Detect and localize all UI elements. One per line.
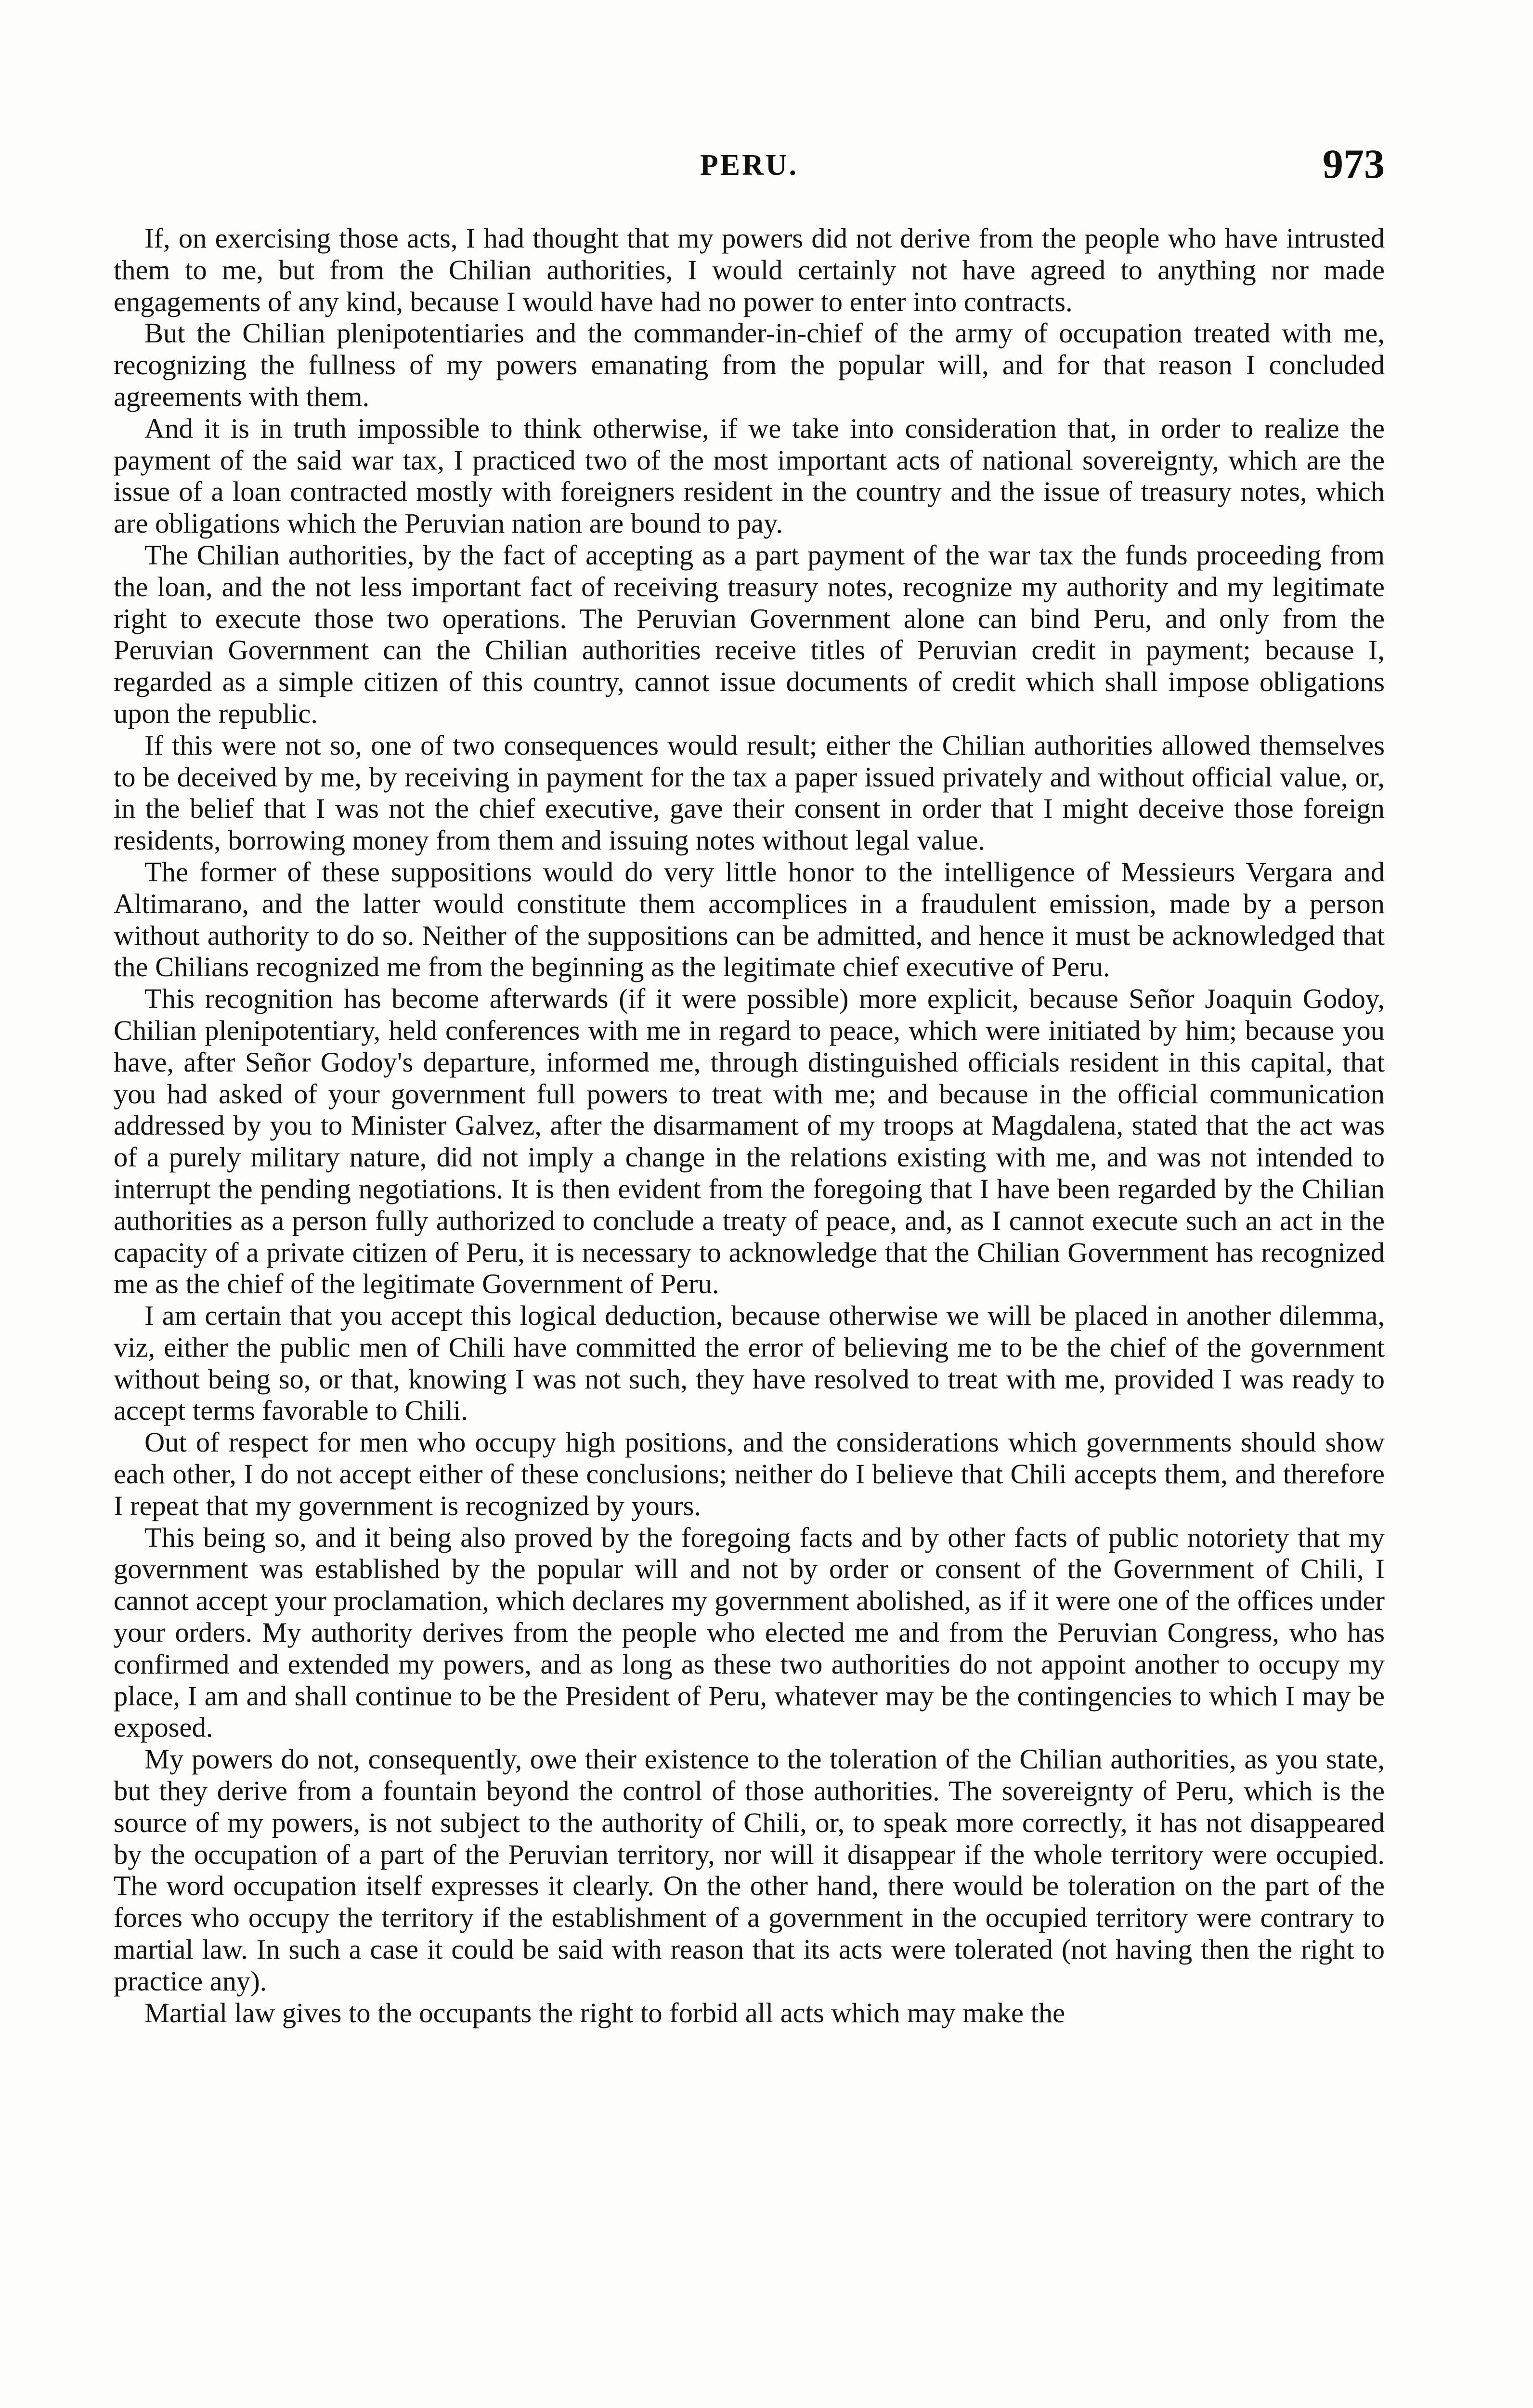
paragraph: My powers do not, consequently, owe their existence to the toleration of the Chilian authorities, as you state, but they derive from a fountain beyond the control of those authorities. The sovereignty of Peru, which is the source of my powers, is not subject to the authority of Chili, or, to speak more correctly, it has not disappeared by the occupation of a part of the Peruvian territory, nor will it disappear if the whole territory were occupied. The word occupation itself expresses it clearly. On the other hand, there would be toleration on the part of the forces who occupy the territory if the establishment of a government in the occupied territory were contrary to martial law. In such a case it could be said with reason that its acts were tolerated (not having then the right to practice any). xyxy=(114,1743,1385,1997)
paragraph: And it is in truth impossible to think otherwise, if we take into consideration that, in order to realize the payment of the said war tax, I practiced two of the most important acts of national sovereignty, which are the issue of a loan contracted mostly with foreigners resident in the country and the issue of treasury notes, which are obligations which the Peruvian nation are bound to pay. xyxy=(114,412,1385,539)
paragraph: This recognition has become afterwards (if it were possible) more explicit, because Señor Joaquin Godoy, Chilian plenipotentiary, held conferences with me in regard to peace, which were initiated by him; because you have, after Señor Godoy's departure, informed me, through distinguished officials resident in this capital, that you had asked of your government full powers to treat with me; and because in the official communication addressed by you to Minister Galvez, after the disarmament of my troops at Magdalena, stated that the act was of a purely military nature, did not imply a change in the relations existing with me, and was not intended to interrupt the pending negotiations. It is then evident from the foregoing that I have been regarded by the Chilian authorities as a person fully authorized to conclude a treaty of peace, and, as I cannot execute such an act in the capacity of a private citizen of Peru, it is necessary to acknowledge that the Chilian Government has recognized me as the chief of the legitimate Government of Peru. xyxy=(114,983,1385,1300)
paragraph: Out of respect for men who occupy high positions, and the considerations which governments should show each other, I do not accept either of these conclusions; neither do I believe that Chili accepts them, and therefore I repeat that my government is recognized by yours. xyxy=(114,1426,1385,1521)
paragraph: I am certain that you accept this logical deduction, because otherwise we will be placed in another dilemma, viz, either the public men of Chili have committed the error of believing me to be the chief of the government without being so, or that, knowing I was not such, they have resolved to treat with me, provided I was ready to accept terms favorable to Chili. xyxy=(114,1300,1385,1426)
page-header xyxy=(114,140,1385,193)
paragraph: But the Chilian plenipotentiaries and the commander-in-chief of the army of occupation treated with me, recognizing the fullness of my powers emanating from the popular will, and for that reason I concluded agreements with them. xyxy=(114,317,1385,412)
paragraph: If, on exercising those acts, I had thought that my powers did not derive from the people who have intrusted them to me, but from the Chilian authorities, I would certainly not have agreed to anything nor made engagements of any kind, because I would have had no power to enter into contracts. xyxy=(114,222,1385,317)
body-text xyxy=(114,222,1385,2028)
paragraph: The Chilian authorities, by the fact of accepting as a part payment of the war tax the funds proceeding from the loan, and the not less important fact of receiving treasury notes, recognize my authority and my legitimate right to execute those two operations. The Peruvian Government alone can bind Peru, and only from the Peruvian Government can the Chilian authorities receive titles of Peruvian credit in payment; because I, regarded as a simple citizen of this country, cannot issue documents of credit which shall impose obligations upon the republic. xyxy=(114,539,1385,729)
page-number: 973 xyxy=(1323,141,1385,187)
paragraph: This being so, and it being also proved by the foregoing facts and by other facts of public notoriety that my government was established by the popular will and not by order or consent of the Government of Chili, I cannot accept your proclamation, which declares my government abolished, as if it were one of the offices under your orders. My authority derives from the people who elected me and from the Peruvian Congress, who has confirmed and extended my powers, and as long as these two authorities do not appoint another to occupy my place, I am and shall continue to be the President of Peru, whatever may be the contingencies to which I may be exposed. xyxy=(114,1521,1385,1743)
paragraph: The former of these suppositions would do very little honor to the intelligence of Messieurs Vergara and Altimarano, and the latter would constitute them accomplices in a fraudulent emission, made by a person without authority to do so. Neither of the suppositions can be admitted, and hence it must be acknowledged that the Chilians recognized me from the beginning as the legitimate chief executive of Peru. xyxy=(114,856,1385,983)
paragraph: If this were not so, one of two consequences would result; either the Chilian authorities allowed themselves to be deceived by me, by receiving in payment for the tax a paper issued privately and without official value, or, in the belief that I was not the chief executive, gave their consent in order that I might deceive those foreign residents, borrowing money from them and issuing notes without legal value. xyxy=(114,729,1385,856)
paragraph: Martial law gives to the occupants the right to forbid all acts which may make the xyxy=(144,1997,1065,2028)
running-head: PERU. xyxy=(700,149,799,182)
